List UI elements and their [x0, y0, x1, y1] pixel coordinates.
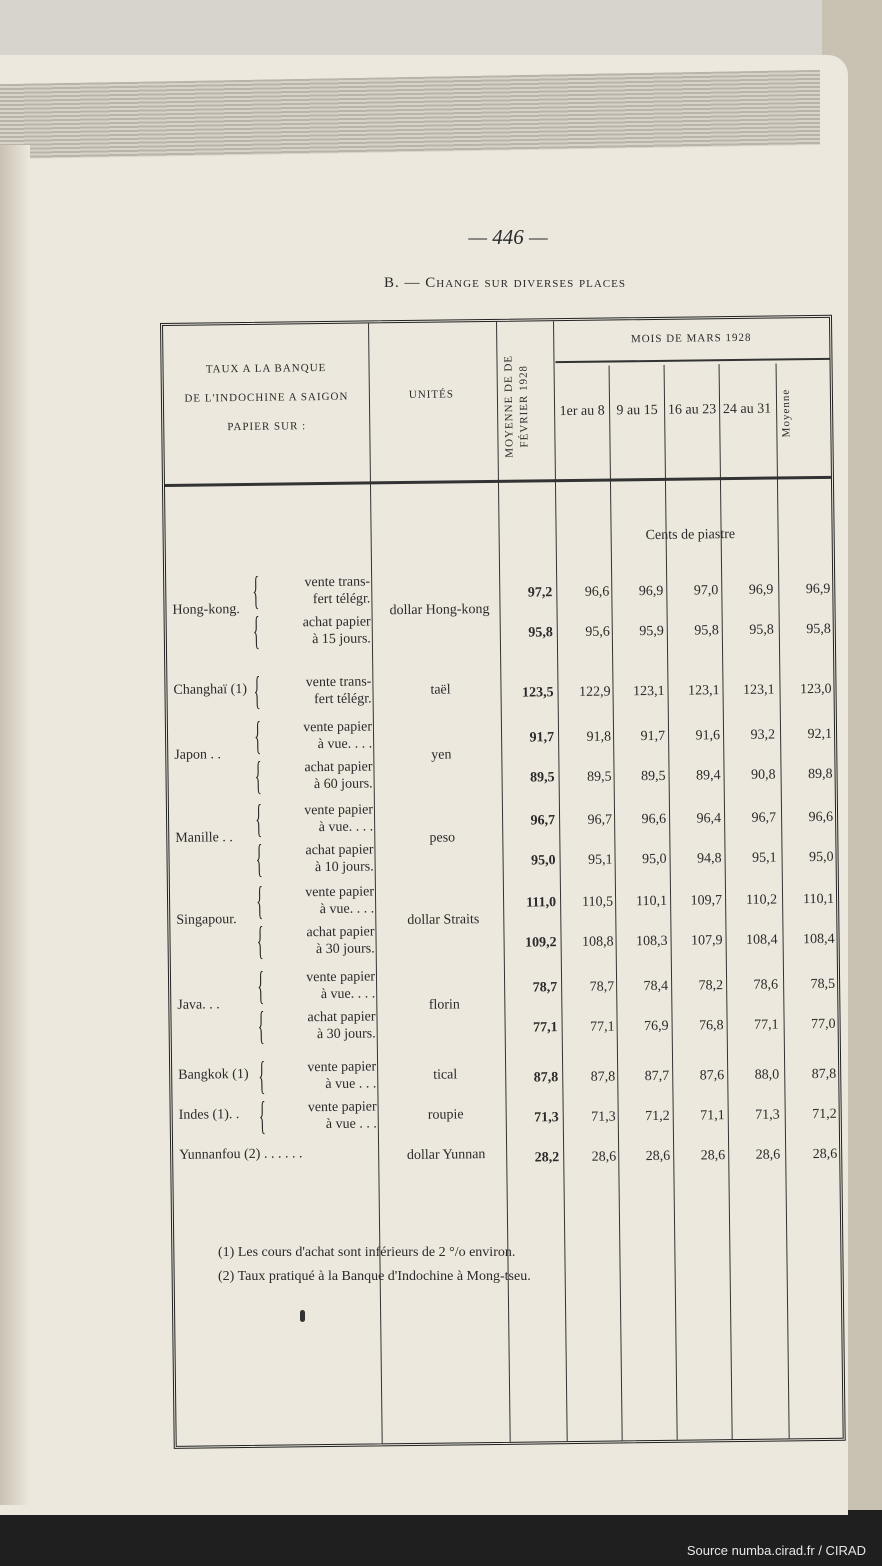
- rate-value: 93,2: [750, 727, 776, 743]
- place-label: Hong-kong.: [172, 602, 240, 618]
- rate-value: 108,3: [636, 933, 668, 950]
- rate-value: 87,8: [533, 1070, 559, 1086]
- rate-value: 71,1: [700, 1108, 725, 1124]
- header-period-4: 24 au 31: [722, 401, 772, 418]
- operation-label: vente trans-: [304, 574, 371, 591]
- rate-value: 108,4: [745, 932, 778, 948]
- unit-label: dollar Yunnan: [406, 1147, 486, 1164]
- rate-value: 89,5: [529, 770, 555, 786]
- rate-value: 28,2: [534, 1150, 560, 1166]
- rate-value: 91,6: [695, 728, 721, 744]
- column-rule: [553, 321, 568, 1441]
- rate-value: 108,8: [582, 934, 614, 950]
- unit-label: dollar Hong-kong: [389, 601, 490, 619]
- brace-glyph: {: [256, 877, 264, 923]
- rate-value: 28,6: [812, 1146, 838, 1163]
- header-taux: [163, 353, 369, 442]
- header-period-1: 1er au 8: [559, 403, 605, 420]
- rate-value: 123,1: [742, 682, 775, 698]
- unit-label: roupie: [427, 1107, 464, 1123]
- rate-value: 87,6: [699, 1068, 725, 1084]
- operation-label: fert télégr.: [312, 591, 371, 608]
- rate-value: 91,7: [529, 730, 555, 746]
- rate-value: 91,8: [586, 729, 612, 745]
- unit-label: yen: [431, 747, 452, 763]
- rate-value: 88,0: [754, 1067, 780, 1083]
- rate-value: 109,2: [525, 935, 557, 951]
- operation-label: à vue. . . .: [319, 901, 375, 918]
- operation-label: à vue. . . .: [317, 736, 373, 753]
- brace-glyph: {: [258, 1052, 266, 1098]
- rate-value: 96,9: [748, 582, 774, 598]
- rate-value: 95,0: [531, 853, 556, 869]
- rate-value: 95,8: [749, 622, 774, 638]
- rate-value: 123,5: [521, 685, 554, 701]
- place-label: Indes (1). .: [178, 1107, 240, 1123]
- rate-value: 95,1: [588, 852, 613, 868]
- header-moyenne: Moyenne: [779, 389, 793, 438]
- place-label: Manille . .: [175, 830, 233, 846]
- unit-label: tical: [433, 1067, 458, 1083]
- rate-value: 96,4: [696, 811, 722, 827]
- rate-value: 96,9: [805, 581, 831, 598]
- rate-value: 91,7: [640, 728, 666, 745]
- rate-value: 89,5: [640, 768, 666, 785]
- rate-value: 77,1: [533, 1020, 558, 1036]
- rate-value: 89,4: [695, 768, 721, 784]
- header-taux-line: TAUX A LA BANQUE: [205, 361, 327, 376]
- operation-label: à 60 jours.: [313, 776, 373, 793]
- rate-value: 96,7: [530, 813, 556, 829]
- rate-value: 78,6: [753, 977, 779, 993]
- operation-label: vente papier: [307, 1059, 377, 1076]
- rate-value: 108,4: [802, 931, 835, 948]
- brace-glyph: {: [254, 752, 262, 798]
- rate-value: 96,6: [641, 811, 667, 828]
- rate-value: 89,8: [807, 766, 833, 783]
- header-moyenne-fevrier: MOYENNE DE DE FÉVRIER 1928: [502, 355, 531, 459]
- rate-value: 94,8: [696, 851, 722, 867]
- rate-value: 95,1: [751, 850, 777, 866]
- rate-value: 77,1: [754, 1017, 779, 1033]
- rate-value: 28,6: [755, 1147, 781, 1163]
- rate-value: 76,9: [644, 1018, 669, 1035]
- brace-glyph: {: [253, 667, 261, 713]
- rate-value: 95,0: [642, 851, 667, 868]
- rate-value: 95,8: [694, 623, 719, 639]
- header-period-3: 16 au 23: [667, 402, 717, 418]
- operation-label: à vue. . . .: [320, 986, 376, 1003]
- rate-value: 71,3: [755, 1107, 780, 1123]
- operation-label: à vue . . .: [325, 1116, 377, 1133]
- operation-label: à 30 jours.: [315, 941, 375, 958]
- unit-label: florin: [428, 997, 460, 1013]
- header-taux-line: DE L'INDOCHINE A SAIGON: [184, 390, 349, 405]
- rate-value: 78,5: [810, 976, 836, 993]
- section-title: B. — Change sur diverses places: [384, 275, 626, 291]
- operation-label: à vue . . .: [325, 1076, 377, 1093]
- place-label: Yunnanfou (2) . . . . . .: [179, 1146, 303, 1163]
- rate-value: 96,7: [587, 812, 613, 828]
- rate-value: 87,8: [590, 1069, 616, 1085]
- ink-spot: [300, 1310, 305, 1322]
- page-content: [0, 55, 848, 1515]
- rate-value: 71,3: [534, 1110, 559, 1126]
- rate-value: 78,4: [643, 978, 669, 995]
- place-label: Japon . .: [174, 747, 222, 763]
- header-divider: [555, 358, 829, 363]
- rate-value: 95,9: [639, 623, 664, 640]
- rate-value: 95,0: [808, 849, 834, 866]
- rate-value: 123,1: [687, 683, 720, 699]
- header-unites: UNITÉS: [408, 388, 455, 401]
- operation-label: vente papier: [305, 884, 375, 901]
- rate-value: 95,8: [528, 625, 553, 641]
- rate-value: 96,9: [638, 583, 664, 600]
- rate-value: 77,0: [811, 1016, 836, 1033]
- book-page: [0, 55, 848, 1515]
- rate-value: 28,6: [645, 1148, 671, 1165]
- operation-label: vente papier: [303, 719, 373, 736]
- unit-label: peso: [429, 830, 456, 846]
- operation-label: achat papier: [302, 614, 371, 631]
- rate-value: 71,2: [645, 1108, 670, 1125]
- rate-value: 110,2: [746, 892, 778, 908]
- header-period-2: 9 au 15: [616, 402, 658, 419]
- page-number: — 446 —: [468, 225, 548, 249]
- rate-value: 96,6: [808, 809, 834, 826]
- rate-value: 110,5: [582, 894, 614, 910]
- operation-label: à 15 jours.: [312, 631, 371, 648]
- brace-glyph: {: [258, 1092, 266, 1138]
- source-credit: Source numba.cirad.fr / CIRAD: [686, 1543, 866, 1558]
- brace-glyph: {: [255, 795, 263, 841]
- rate-value: 109,7: [690, 893, 723, 909]
- rate-value: 78,2: [698, 978, 724, 994]
- operation-label: achat papier: [305, 842, 374, 859]
- rate-value: 107,9: [690, 933, 723, 949]
- brace-glyph: {: [252, 567, 260, 613]
- place-label: Singapour.: [176, 912, 237, 928]
- scan-background: [0, 0, 882, 60]
- rate-value: 78,7: [532, 980, 558, 996]
- operation-label: achat papier: [307, 1009, 376, 1026]
- brace-glyph: {: [257, 962, 265, 1008]
- operation-label: vente papier: [304, 802, 374, 819]
- brace-glyph: {: [252, 607, 260, 653]
- operation-label: vente papier: [306, 969, 376, 986]
- rate-value: 123,0: [799, 681, 832, 698]
- place-label: Changhaï (1): [173, 681, 248, 698]
- operation-label: à 30 jours.: [316, 1026, 376, 1043]
- rate-value: 28,6: [700, 1148, 726, 1164]
- unit-label: dollar Straits: [407, 912, 480, 929]
- rate-value: 87,7: [644, 1068, 670, 1085]
- place-label: Java. . .: [177, 997, 220, 1013]
- rate-value: 96,6: [584, 584, 610, 600]
- operation-label: vente trans-: [305, 674, 372, 691]
- place-label: Bangkok (1): [178, 1066, 249, 1083]
- brace-glyph: {: [255, 835, 263, 881]
- rate-value: 90,8: [750, 767, 776, 783]
- operation-label: fert télégr.: [313, 691, 372, 708]
- brace-glyph: {: [256, 917, 264, 963]
- rate-value: 78,7: [589, 979, 615, 995]
- header-taux-line: PAPIER SUR :: [227, 420, 307, 434]
- rate-value: 89,5: [586, 769, 612, 785]
- operation-label: à 10 jours.: [314, 859, 374, 876]
- operation-label: achat papier: [304, 759, 373, 776]
- rate-value: 110,1: [803, 891, 835, 908]
- rate-value: 71,3: [591, 1109, 616, 1125]
- unit-label: taël: [430, 682, 451, 698]
- brace-glyph: {: [254, 712, 262, 758]
- rate-value: 28,6: [591, 1149, 617, 1165]
- rate-value: 123,1: [632, 683, 665, 700]
- rate-value: 77,1: [590, 1019, 615, 1035]
- rate-value: 92,1: [807, 726, 833, 743]
- rate-value: 76,8: [699, 1018, 724, 1034]
- operation-label: vente papier: [307, 1099, 377, 1116]
- brace-glyph: {: [257, 1002, 265, 1048]
- rate-value: 95,8: [806, 621, 831, 638]
- rate-value: 97,2: [527, 585, 553, 601]
- rate-value: 122,9: [578, 684, 611, 700]
- footnote-2: (2) Taux pratiqué à la Banque d'Indochine à Mong-tseu.: [218, 1269, 531, 1284]
- rate-value: 110,1: [636, 893, 668, 910]
- rate-value: 111,0: [526, 895, 557, 911]
- rate-value: 71,2: [812, 1106, 837, 1123]
- rate-value: 95,6: [585, 624, 610, 640]
- operation-label: achat papier: [306, 924, 375, 941]
- rate-value: 96,7: [751, 810, 777, 826]
- header-mois-mars: MOIS DE MARS 1928: [630, 331, 752, 346]
- operation-label: à vue. . . .: [318, 819, 374, 836]
- footnote-1: (1) Les cours d'achat sont inférieurs de 2 °/o environ.: [218, 1245, 516, 1260]
- rate-value: 87,8: [811, 1066, 837, 1083]
- cents-label: Cents de piastre: [645, 526, 736, 544]
- rate-value: 97,0: [693, 583, 719, 599]
